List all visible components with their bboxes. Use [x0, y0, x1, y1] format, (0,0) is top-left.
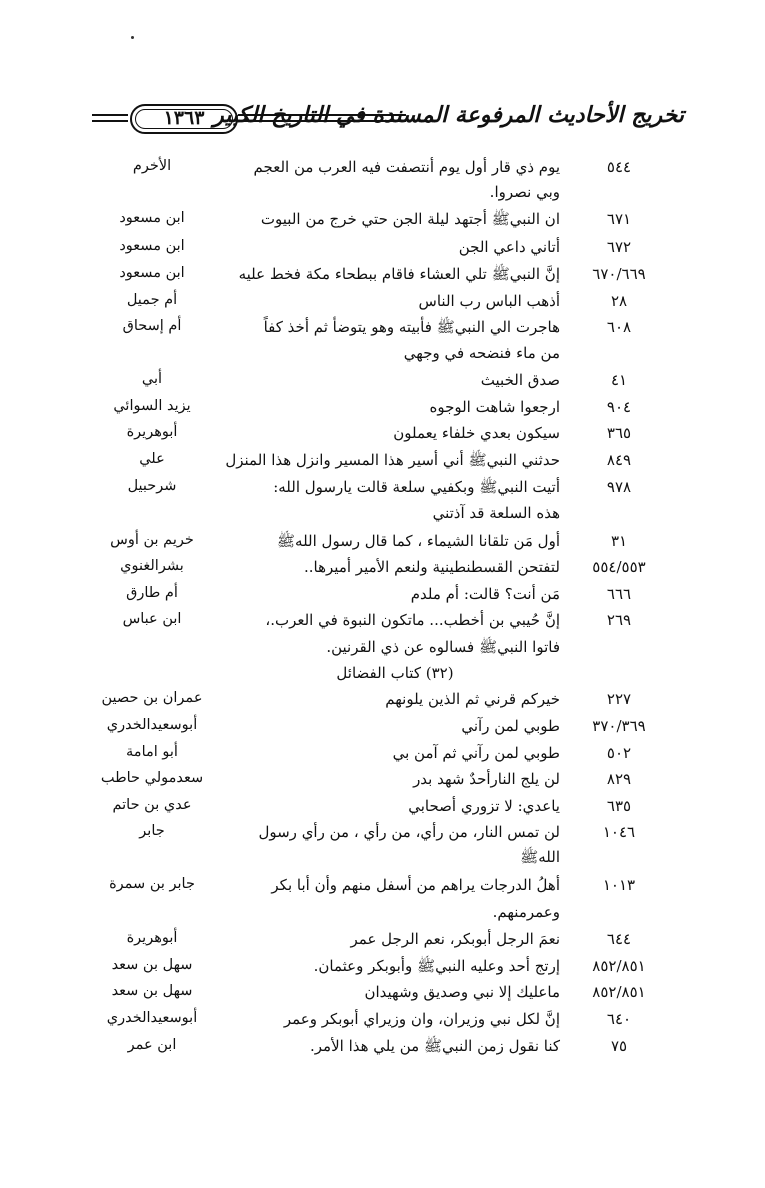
- hadith-number: ٧٥: [610, 1037, 628, 1055]
- table-row: [0, 1010, 765, 1040]
- running-title: تخريج الأحاديث المرفوعة المسندة في التاريخ الكبير: [213, 102, 684, 128]
- table-row: [0, 717, 765, 747]
- table-row: [0, 344, 765, 374]
- hadith-number: ٦٣٥: [606, 797, 632, 815]
- narrator-name: أبي: [141, 371, 163, 387]
- narrator-name: أم إسحاق: [122, 318, 182, 334]
- table-row: [0, 611, 765, 641]
- table-row: [0, 930, 765, 960]
- hadith-number: ٨٥٢/٨٥١: [592, 983, 646, 1001]
- hadith-text: أول مَن تلقانا الشيماء ، كما قال رسول اللهﷺ: [276, 532, 560, 550]
- narrator-name: ابن مسعود: [119, 238, 185, 254]
- hadith-text: لن يلج النارأحدٌ شهد بدر: [413, 770, 560, 788]
- hadith-text: إنَّ لكل نبي وزيران، وان وزيراي أبوبكر وعمر: [283, 1010, 560, 1028]
- narrator-name: أبوهريرة: [126, 424, 178, 440]
- hadith-number: ٦٧٠/٦٦٩: [592, 265, 646, 283]
- hadith-number: ٦٠٨: [606, 318, 632, 336]
- table-row: [0, 903, 765, 933]
- hadith-text: ماعليك إلا نبي وصديق وشهيدان: [364, 983, 560, 1001]
- table-row: [0, 504, 765, 534]
- table-row: [0, 371, 765, 401]
- hadith-text: إنَّ النبيﷺ تلي العشاء فاقام ببطحاء مكة فخط عليه: [238, 265, 560, 283]
- table-row: [0, 265, 765, 295]
- narrator-name: سعدمولي حاطب: [100, 770, 204, 786]
- hadith-text: وبي نصروا.: [489, 183, 560, 201]
- hadith-text: وعمرمنهم.: [492, 903, 560, 921]
- hadith-number: ٨٥٢/٨٥١: [592, 957, 646, 975]
- hadith-number: ١٠١٣: [602, 876, 636, 894]
- stray-dot: [131, 36, 134, 39]
- hadith-text: أهلُ الدرجات يراهم من أسفل منهم وأن أبا بكر: [271, 876, 560, 894]
- hadith-text: أتيت النبيﷺ وبكفيي سلعة قالت يارسول الله:: [273, 478, 560, 496]
- hadith-text: إنَّ حُيبي بن أخطب... ماتكون النبوة في العرب.،: [265, 611, 560, 629]
- hadith-text: مَن أنت؟ قالت: أم ملدم: [410, 585, 560, 603]
- hadith-text: لن تمس النار، من رأي، من رأي ، من رأي رسول: [258, 823, 560, 841]
- hadith-number: ٩٠٤: [606, 398, 632, 416]
- section-heading: (٣٢) كتاب الفضائل: [336, 664, 454, 682]
- hadith-text: ان النبيﷺ أجتهد ليلة الجن حتي خرج من البيوت: [260, 210, 560, 228]
- header-rule-left: [92, 100, 128, 140]
- hadith-text: هاجرت الي النبيﷺ فأبيته وهو يتوضأ ثم أخذ كفاً: [263, 318, 560, 336]
- narrator-name: أم طارق: [126, 585, 178, 601]
- page-header: [92, 100, 692, 140]
- hadith-text: طوبي لمن رآني ثم آمن بي: [392, 744, 560, 762]
- hadith-text: ارجعوا شاهت الوجوه: [429, 398, 560, 416]
- narrator-name: جابر بن سمرة: [109, 876, 195, 892]
- hadith-number: ٢٦٩: [606, 611, 632, 629]
- narrator-name: شرحبيل: [127, 478, 177, 494]
- narrator-name: ابن عمر: [127, 1037, 177, 1053]
- hadith-text: إرتج أحد وعليه النبيﷺ وأبوبكر وعثمان.: [313, 957, 560, 975]
- hadith-number: ٦٧١: [606, 210, 632, 228]
- narrator-name: ابن عباس: [122, 611, 182, 627]
- hadith-number: ٦٦٦: [606, 585, 632, 603]
- hadith-text: هذه السلعة قد آذتني: [432, 504, 560, 522]
- table-row: [0, 848, 765, 878]
- hadith-text: طوبي لمن رآني: [461, 717, 560, 735]
- narrator-name: أبوسعيدالخدري: [106, 1010, 198, 1026]
- table-row: [0, 690, 765, 720]
- hadith-text: خيركم قرني ثم الذين يلونهم: [385, 690, 560, 708]
- hadith-text: فاتوا النبيﷺ فسالوه عن ذي القرنين.: [326, 638, 560, 656]
- table-row: [0, 183, 765, 213]
- table-row: [0, 770, 765, 800]
- hadith-number: ٩٧٨: [606, 478, 632, 496]
- narrator-name: علي: [139, 451, 165, 467]
- table-row: [0, 238, 765, 268]
- hadith-text: حدثني النبيﷺ أني أسير هذا المسير وانزل هذا المنزل: [225, 451, 560, 469]
- narrator-name: ابن مسعود: [119, 210, 185, 226]
- table-row: [0, 876, 765, 906]
- hadith-number: ٦٧٢: [606, 238, 632, 256]
- hadith-number: ١٠٤٦: [602, 823, 636, 841]
- narrator-name: بشرالغنوي: [120, 558, 184, 574]
- hadith-text: صدق الخبيث: [480, 371, 560, 389]
- hadith-text: أذهب الباس رب الناس: [418, 292, 560, 310]
- hadith-number: ٦٤٤: [606, 930, 632, 948]
- hadith-text: يوم ذي قار أول يوم أنتصفت فيه العرب من العجم: [253, 158, 560, 176]
- hadith-text: أتاني داعي الجن: [458, 238, 560, 256]
- narrator-name: عمران بن حصين: [101, 690, 203, 706]
- hadith-text: سيكون بعدي خلفاء يعملون: [393, 424, 560, 442]
- hadith-number: ٨٤٩: [606, 451, 632, 469]
- hadith-number: ٦٤٠: [606, 1010, 632, 1028]
- narrator-name: أبوهريرة: [126, 930, 178, 946]
- hadith-number: ٥٥٤/٥٥٣: [592, 558, 646, 576]
- narrator-name: الأخرم: [132, 158, 172, 174]
- hadith-text: اللهﷺ: [520, 848, 560, 866]
- narrator-name: سهل بن سعد: [111, 957, 193, 973]
- table-row: [0, 424, 765, 454]
- hadith-text: كنا نقول زمن النبيﷺ من يلي هذا الأمر.: [310, 1037, 560, 1055]
- hadith-text: ياعدي: لا تزوري أصحابي: [408, 797, 560, 815]
- hadith-number: ٨٢٩: [606, 770, 632, 788]
- table-row: [0, 558, 765, 588]
- narrator-name: يزيد السوائي: [113, 398, 191, 414]
- narrator-name: سهل بن سعد: [111, 983, 193, 999]
- table-row: [0, 983, 765, 1013]
- table-row: [0, 1037, 765, 1067]
- narrator-name: خريم بن أوس: [110, 532, 194, 548]
- narrator-name: أم جميل: [126, 292, 178, 308]
- table-row: [0, 451, 765, 481]
- hadith-number: ٣١: [610, 532, 628, 550]
- hadith-number: ٥٤٤: [606, 158, 632, 176]
- table-row: [0, 210, 765, 240]
- narrator-name: ابن مسعود: [119, 265, 185, 281]
- narrator-name: أبوسعيدالخدري: [106, 717, 198, 733]
- hadith-number: ٢٢٧: [606, 690, 632, 708]
- hadith-text: نعمَ الرجل أبوبكر، نعم الرجل عمر: [350, 930, 560, 948]
- narrator-name: جابر: [139, 823, 165, 839]
- hadith-number: ٥٠٢: [606, 744, 632, 762]
- hadith-number: ٣٦٥: [606, 424, 632, 442]
- hadith-text: لتفتحن القسطنطينية ولنعم الأمير أميرها..: [304, 558, 560, 576]
- narrator-name: عدي بن حاتم: [112, 797, 192, 813]
- hadith-number: ٢٨: [610, 292, 628, 310]
- hadith-number: ٤١: [610, 371, 628, 389]
- hadith-text: من ماء فنضحه في وجهي: [403, 344, 560, 362]
- page-number: ١٣٦٣: [163, 107, 205, 129]
- narrator-name: أبو امامة: [126, 744, 178, 760]
- hadith-number: ٣٧٠/٣٦٩: [592, 717, 646, 735]
